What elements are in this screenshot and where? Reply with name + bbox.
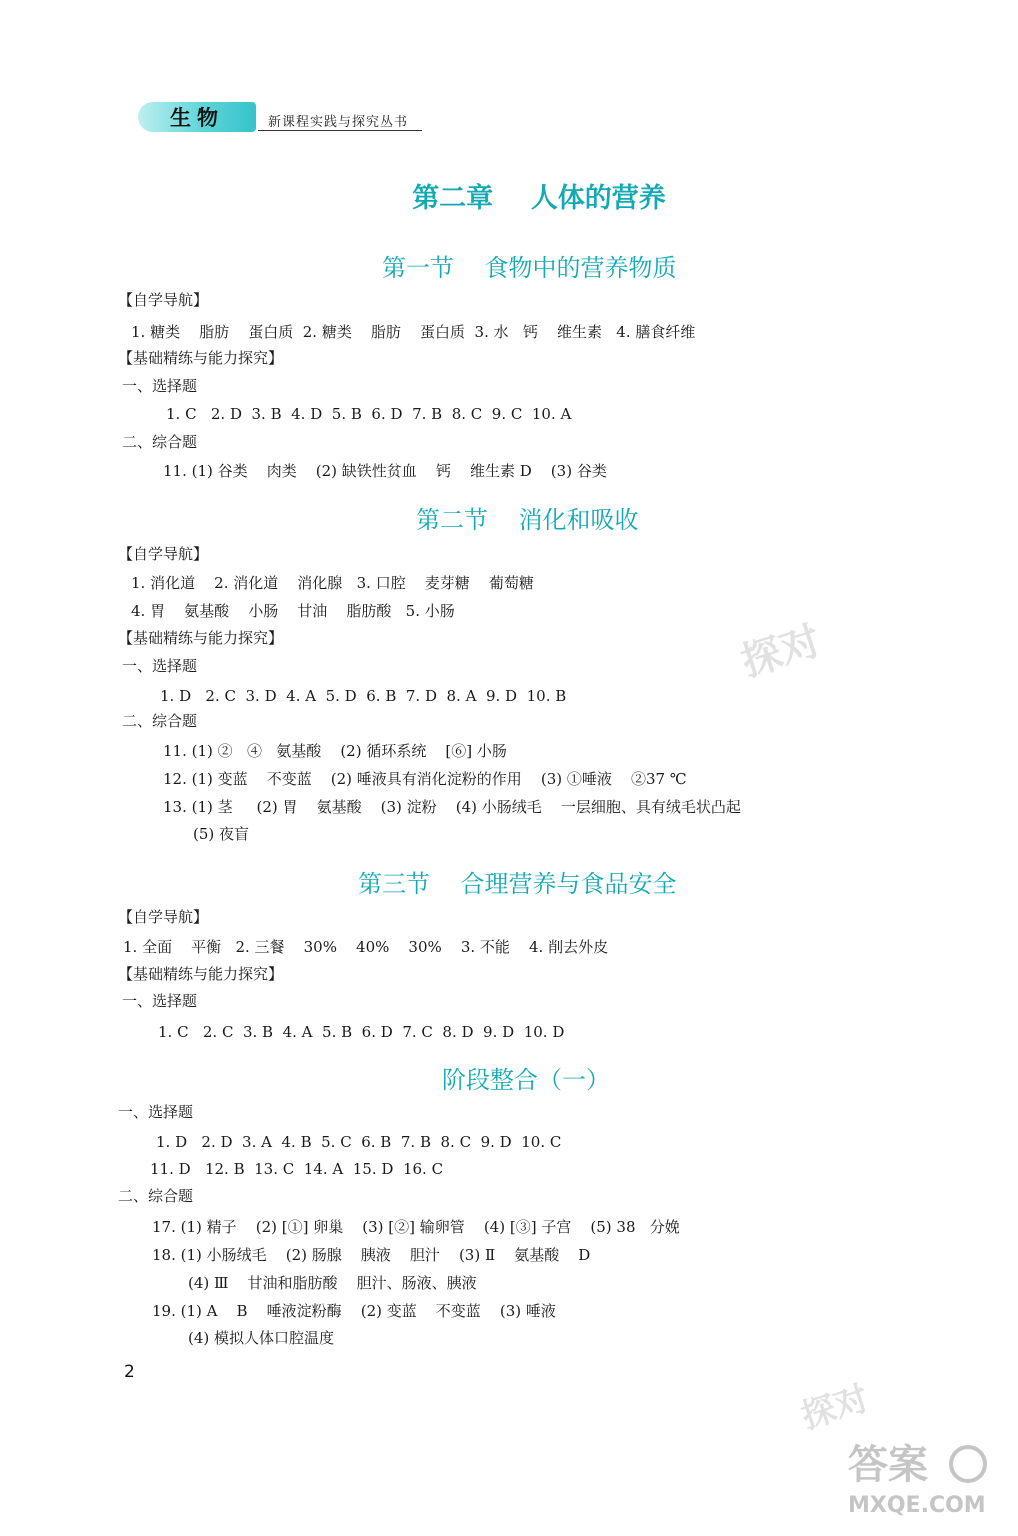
section-1-title: 第一节 食物中的营养物质: [382, 254, 677, 282]
s2-self-study-line-2: 4. 胃 氨基酸 小肠 甘油 脂肪酸 5. 小肠: [131, 602, 455, 620]
watermark-mid: 探对: [735, 617, 827, 687]
brand-logo-line1: 答案: [848, 1442, 928, 1488]
section-2-title: 第二节 消化和吸收: [416, 506, 639, 534]
s4-comp-answer-18-cont: (4) Ⅲ 甘油和脂肪酸 胆汁、肠液、胰液: [188, 1274, 477, 1292]
s3-mc-answers: 1. C 2. C 3. B 4. A 5. B 6. D 7. C 8. D 9. D 10. D: [158, 1023, 565, 1041]
s2-comp-answer-11: 11. (1) ② ④ 氨基酸 (2) 循环系统 [⑥] 小肠: [163, 742, 507, 760]
s1-practice-label: 【基础精练与能力探究】: [118, 349, 284, 367]
brand-logo: [840, 1432, 990, 1522]
s4-mc-answers-2: 11. D 12. B 13. C 14. A 15. D 16. C: [150, 1160, 444, 1178]
s3-self-study-line: 1. 全面 平衡 2. 三餐 30% 40% 30% 3. 不能 4. 削去外皮: [123, 938, 609, 956]
s2-mc-answers: 1. D 2. C 3. D 4. A 5. D 6. B 7. D 8. A 9. D 10. B: [160, 687, 567, 705]
header-divider: [258, 130, 422, 131]
s1-mc-answers: 1. C 2. D 3. B 4. D 5. B 6. D 7. B 8. C 9. C 10. A: [166, 405, 572, 423]
s2-mc-label: 一、选择题: [122, 657, 198, 675]
brand-logo-circle: [951, 1447, 985, 1481]
watermark-bottom: 探对: [796, 1378, 874, 1438]
s2-comp-answer-13: 13. (1) 茎 (2) 胃 氨基酸 (3) 淀粉 (4) 小肠绒毛 一层细胞、具有绒毛状凸起: [163, 798, 741, 816]
s1-comp-label: 二、综合题: [122, 433, 198, 451]
s1-comp-answer-11: 11. (1) 谷类 肉类 (2) 缺铁性贫血 钙 维生素 D (3) 谷类: [163, 462, 607, 480]
s4-mc-answers-1: 1. D 2. D 3. A 4. B 5. C 6. B 7. B 8. C 9. D 10. C: [156, 1133, 562, 1151]
s1-self-study-label: 【自学导航】: [118, 291, 209, 309]
s4-comp-answer-17: 17. (1) 精子 (2) [①] 卵巢 (3) [②] 输卵管 (4) [③] 子宫 (5) 38 分娩: [152, 1218, 680, 1236]
s3-practice-label: 【基础精练与能力探究】: [118, 965, 284, 983]
s4-comp-answer-18: 18. (1) 小肠绒毛 (2) 肠腺 胰液 胆汁 (3) Ⅱ 氨基酸 D: [152, 1246, 591, 1264]
brand-logo-line2: MXQE.COM: [848, 1493, 986, 1518]
chapter-title: 第二章 人体的营养: [412, 183, 666, 214]
series-title: 新课程实践与探究丛书: [268, 115, 409, 130]
s2-comp-label: 二、综合题: [122, 712, 198, 730]
page-number: 2: [124, 1362, 135, 1382]
s4-comp-answer-19-cont: (4) 模拟人体口腔温度: [188, 1329, 335, 1347]
subject-label: 生物: [170, 106, 224, 130]
s2-comp-answer-13-cont: (5) 夜盲: [193, 825, 250, 843]
s2-comp-answer-12: 12. (1) 变蓝 不变蓝 (2) 唾液具有消化淀粉的作用 (3) ①唾液 ②37 ℃: [163, 770, 687, 788]
s4-comp-answer-19: 19. (1) A B 唾液淀粉酶 (2) 变蓝 不变蓝 (3) 唾液: [152, 1302, 556, 1320]
s1-mc-label: 一、选择题: [122, 377, 198, 395]
s4-comp-label: 二、综合题: [118, 1187, 194, 1205]
s1-self-study-line: 1. 糖类 脂肪 蛋白质 2. 糖类 脂肪 蛋白质 3. 水 钙 维生素 4. 膳食纤维: [131, 323, 696, 341]
s2-self-study-line-1: 1. 消化道 2. 消化道 消化腺 3. 口腔 麦芽糖 葡萄糖: [131, 574, 534, 592]
s3-mc-label: 一、选择题: [122, 992, 198, 1010]
s2-practice-label: 【基础精练与能力探究】: [118, 629, 284, 647]
subject-tab: [138, 102, 256, 132]
section-3-title: 第三节 合理营养与食品安全: [358, 870, 677, 898]
s3-self-study-label: 【自学导航】: [118, 908, 209, 926]
s4-mc-label: 一、选择题: [118, 1103, 194, 1121]
section-4-title: 阶段整合（一）: [442, 1066, 610, 1094]
s2-self-study-label: 【自学导航】: [118, 545, 209, 563]
